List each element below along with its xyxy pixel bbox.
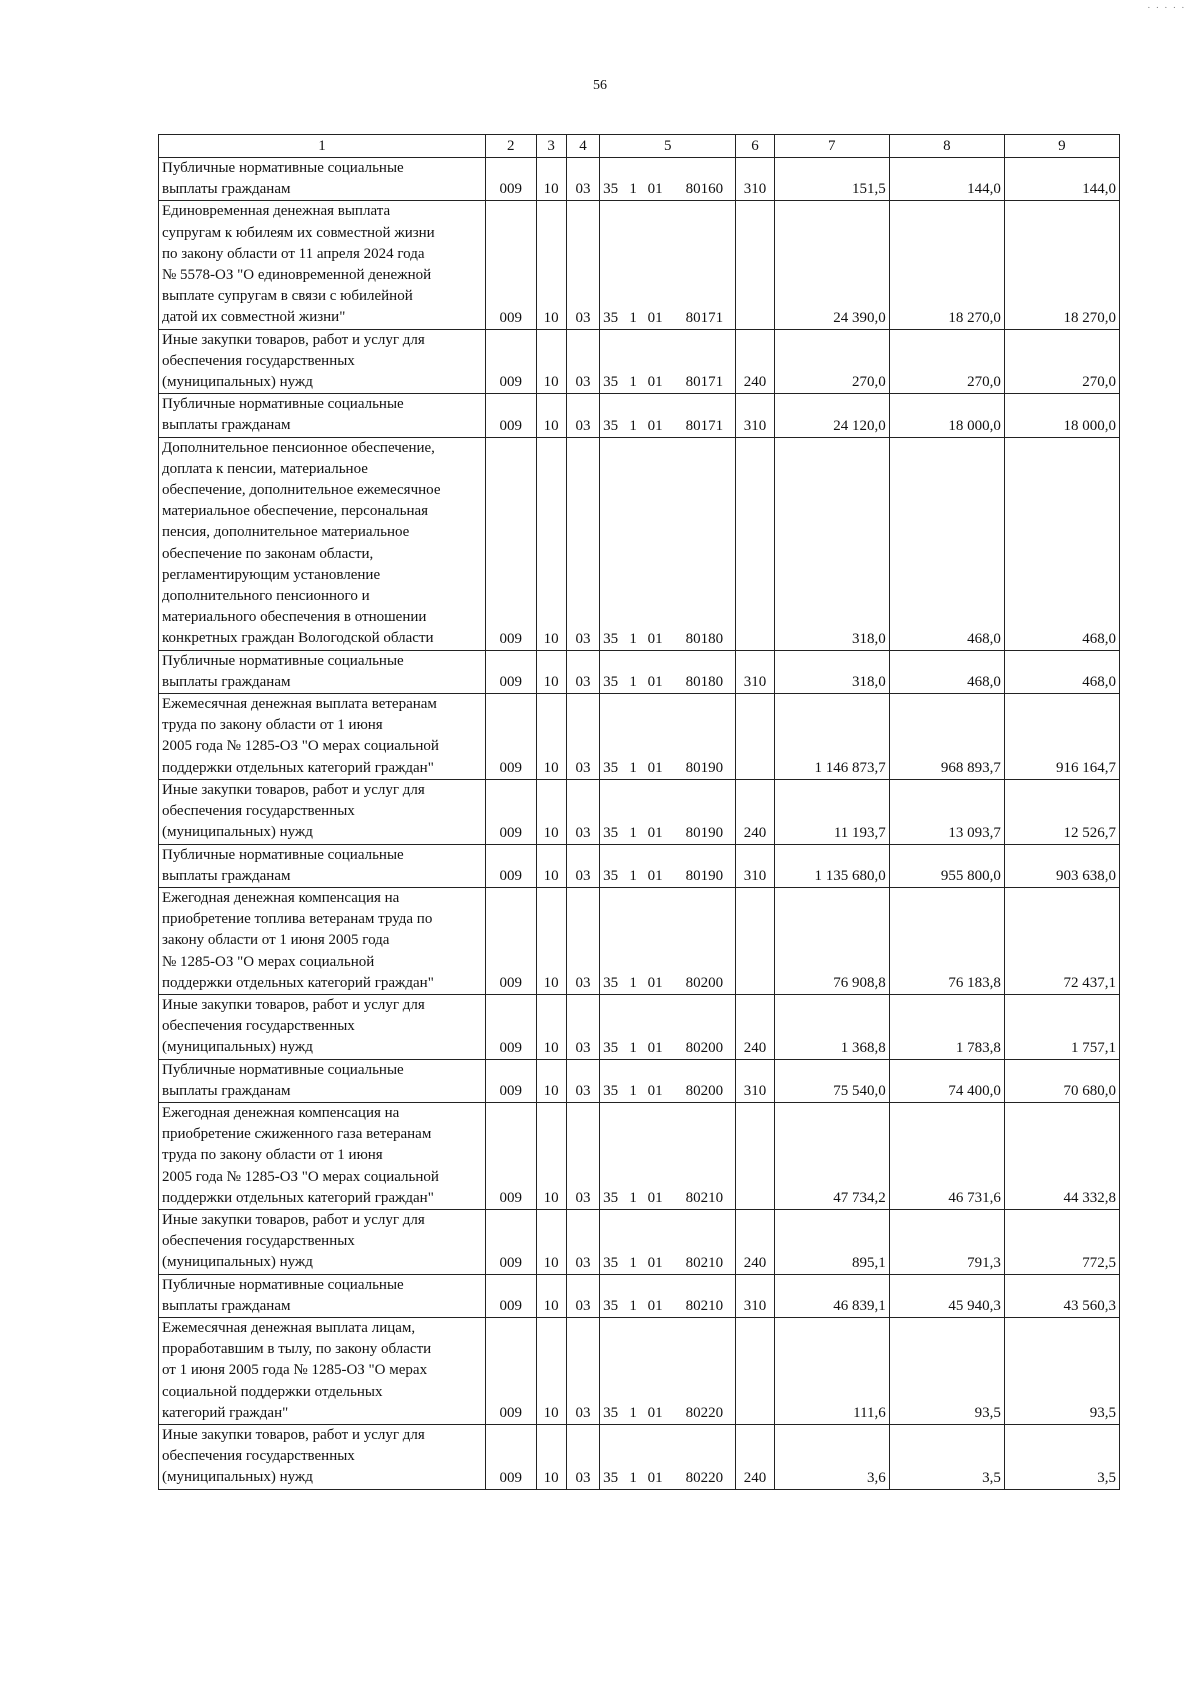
target-article-code	[600, 887, 736, 994]
subsection-code: 03	[566, 1274, 599, 1317]
row-name: Дополнительное пенсионное обеспечение, доплата к пенсии, материальное обеспечение, дополнительное ежемесячное материальное обеспечение, персональная пенсия, дополнительное материальное обеспечение по законам области, регламентирующим установление дополнительного пенсионного и материального обеспечения в отношении конкретных граждан Вологодской области	[159, 437, 486, 650]
table-row	[159, 779, 1120, 844]
target-article-part: 1	[629, 674, 637, 691]
target-article-part: 1	[629, 867, 637, 884]
target-article-code	[600, 694, 736, 780]
target-article-part: 80190	[685, 759, 724, 776]
expense-type-code: 240	[736, 779, 774, 844]
amount-col-7: 3,6	[774, 1424, 889, 1489]
amount-col-7: 1 368,8	[774, 994, 889, 1059]
target-article-code	[600, 1102, 736, 1209]
table-row	[159, 1102, 1120, 1209]
amount-col-9: 12 526,7	[1004, 779, 1119, 844]
table-row	[159, 158, 1120, 201]
expense-type-code	[736, 887, 774, 994]
table-row	[159, 437, 1120, 650]
target-article-part: 01	[647, 974, 663, 991]
target-article-part: 80200	[685, 1039, 724, 1056]
table-row	[159, 694, 1120, 780]
table-row	[159, 844, 1120, 887]
target-article-part: 80171	[685, 309, 724, 326]
section-code: 10	[536, 1317, 566, 1424]
expense-type-code	[736, 437, 774, 650]
table-row	[159, 887, 1120, 994]
target-article-part: 1	[629, 1469, 637, 1486]
target-article-part: 01	[647, 1039, 663, 1056]
ministry-code: 009	[486, 650, 536, 693]
page-number: 56	[593, 78, 607, 93]
expense-type-code: 310	[736, 158, 774, 201]
target-article-part: 80210	[685, 1254, 724, 1271]
target-article-code	[600, 158, 736, 201]
target-article-part: 35	[603, 1297, 619, 1314]
amount-col-8: 270,0	[889, 329, 1004, 394]
subsection-code: 03	[566, 1209, 599, 1274]
section-code: 10	[536, 650, 566, 693]
target-article-part: 01	[647, 674, 663, 691]
target-article-part: 80210	[685, 1297, 724, 1314]
header-cell-7: 7	[774, 135, 889, 158]
target-article-code	[600, 650, 736, 693]
subsection-code: 03	[566, 437, 599, 650]
expense-type-code	[736, 1102, 774, 1209]
target-article-part: 35	[603, 674, 619, 691]
row-name: Иные закупки товаров, работ и услуг для обеспечения государственных (муниципальных) нужд	[159, 1209, 486, 1274]
target-article-part: 1	[629, 417, 637, 434]
section-code: 10	[536, 779, 566, 844]
section-code: 10	[536, 1209, 566, 1274]
target-article-code	[600, 1424, 736, 1489]
target-article-part: 01	[647, 309, 663, 326]
target-article-part: 01	[647, 1189, 663, 1206]
subsection-code: 03	[566, 844, 599, 887]
amount-col-7: 24 390,0	[774, 201, 889, 329]
header-cell-5: 5	[600, 135, 736, 158]
target-article-code	[600, 1317, 736, 1424]
row-name: Единовременная денежная выплата супругам к юбилеям их совместной жизни по закону области от 11 апреля 2024 года № 5578-ОЗ "О единовременной денежной выплате супругам в связи с юбилейной датой их совместной жизни"	[159, 201, 486, 329]
amount-col-9: 44 332,8	[1004, 1102, 1119, 1209]
section-code: 10	[536, 1102, 566, 1209]
section-code: 10	[536, 994, 566, 1059]
target-article-code	[600, 844, 736, 887]
target-article-part: 01	[647, 630, 663, 647]
ministry-code: 009	[486, 994, 536, 1059]
amount-col-7: 24 120,0	[774, 394, 889, 437]
target-article-part: 01	[647, 181, 663, 198]
expense-type-code: 310	[736, 1059, 774, 1102]
section-code: 10	[536, 694, 566, 780]
expense-type-code	[736, 201, 774, 329]
subsection-code: 03	[566, 1317, 599, 1424]
section-code: 10	[536, 1424, 566, 1489]
amount-col-7: 270,0	[774, 329, 889, 394]
target-article-part: 1	[629, 1297, 637, 1314]
amount-col-9: 43 560,3	[1004, 1274, 1119, 1317]
target-article-part: 35	[603, 1189, 619, 1206]
target-article-part: 1	[629, 1254, 637, 1271]
amount-col-8: 3,5	[889, 1424, 1004, 1489]
amount-col-7: 1 146 873,7	[774, 694, 889, 780]
table-body	[159, 158, 1120, 1490]
target-article-part: 80210	[685, 1189, 724, 1206]
target-article-part: 80200	[685, 1082, 724, 1099]
section-code: 10	[536, 1059, 566, 1102]
subsection-code: 03	[566, 394, 599, 437]
ministry-code: 009	[486, 887, 536, 994]
expense-type-code: 310	[736, 394, 774, 437]
expense-type-code: 240	[736, 1424, 774, 1489]
row-name: Иные закупки товаров, работ и услуг для обеспечения государственных (муниципальных) нужд	[159, 329, 486, 394]
target-article-part: 35	[603, 309, 619, 326]
target-article-part: 80171	[685, 374, 724, 391]
ministry-code: 009	[486, 1274, 536, 1317]
ministry-code: 009	[486, 1317, 536, 1424]
target-article-part: 01	[647, 1469, 663, 1486]
expense-type-code: 310	[736, 1274, 774, 1317]
target-article-part: 80160	[685, 181, 724, 198]
amount-col-9: 144,0	[1004, 158, 1119, 201]
subsection-code: 03	[566, 1424, 599, 1489]
amount-col-9: 70 680,0	[1004, 1059, 1119, 1102]
table-row	[159, 650, 1120, 693]
target-article-part: 35	[603, 374, 619, 391]
amount-col-8: 144,0	[889, 158, 1004, 201]
header-cell-6: 6	[736, 135, 774, 158]
target-article-code	[600, 329, 736, 394]
subsection-code: 03	[566, 1102, 599, 1209]
target-article-part: 01	[647, 867, 663, 884]
target-article-part: 1	[629, 1039, 637, 1056]
ministry-code: 009	[486, 1424, 536, 1489]
row-name: Публичные нормативные социальные выплаты гражданам	[159, 1274, 486, 1317]
target-article-part: 80190	[685, 824, 724, 841]
target-article-part: 1	[629, 630, 637, 647]
target-article-part: 35	[603, 1254, 619, 1271]
amount-col-8: 76 183,8	[889, 887, 1004, 994]
amount-col-7: 1 135 680,0	[774, 844, 889, 887]
amount-col-7: 151,5	[774, 158, 889, 201]
section-code: 10	[536, 201, 566, 329]
target-article-part: 80220	[685, 1469, 724, 1486]
subsection-code: 03	[566, 650, 599, 693]
ministry-code: 009	[486, 158, 536, 201]
amount-col-7: 76 908,8	[774, 887, 889, 994]
subsection-code: 03	[566, 158, 599, 201]
target-article-code	[600, 437, 736, 650]
subsection-code: 03	[566, 201, 599, 329]
target-article-part: 1	[629, 1189, 637, 1206]
amount-col-7: 46 839,1	[774, 1274, 889, 1317]
amount-col-7: 111,6	[774, 1317, 889, 1424]
subsection-code: 03	[566, 1059, 599, 1102]
target-article-part: 1	[629, 309, 637, 326]
ministry-code: 009	[486, 201, 536, 329]
target-article-part: 01	[647, 1254, 663, 1271]
target-article-part: 01	[647, 1297, 663, 1314]
ministry-code: 009	[486, 844, 536, 887]
target-article-part: 1	[629, 1404, 637, 1421]
target-article-part: 35	[603, 824, 619, 841]
section-code: 10	[536, 844, 566, 887]
amount-col-8: 468,0	[889, 437, 1004, 650]
amount-col-7: 47 734,2	[774, 1102, 889, 1209]
target-article-part: 01	[647, 1082, 663, 1099]
amount-col-9: 18 000,0	[1004, 394, 1119, 437]
row-name: Иные закупки товаров, работ и услуг для обеспечения государственных (муниципальных) нужд	[159, 1424, 486, 1489]
amount-col-8: 791,3	[889, 1209, 1004, 1274]
section-code: 10	[536, 437, 566, 650]
amount-col-8: 13 093,7	[889, 779, 1004, 844]
target-article-part: 35	[603, 417, 619, 434]
target-article-part: 01	[647, 417, 663, 434]
target-article-code	[600, 1209, 736, 1274]
header-cell-1: 1	[159, 135, 486, 158]
target-article-code	[600, 779, 736, 844]
target-article-code	[600, 201, 736, 329]
target-article-code	[600, 1274, 736, 1317]
expense-type-code: 310	[736, 650, 774, 693]
amount-col-8: 46 731,6	[889, 1102, 1004, 1209]
section-code: 10	[536, 394, 566, 437]
target-article-part: 80220	[685, 1404, 724, 1421]
table-row	[159, 1424, 1120, 1489]
amount-col-9: 772,5	[1004, 1209, 1119, 1274]
target-article-part: 80180	[685, 674, 724, 691]
ministry-code: 009	[486, 1102, 536, 1209]
row-name: Публичные нормативные социальные выплаты гражданам	[159, 1059, 486, 1102]
amount-col-8: 968 893,7	[889, 694, 1004, 780]
amount-col-8: 468,0	[889, 650, 1004, 693]
ministry-code: 009	[486, 329, 536, 394]
ministry-code: 009	[486, 394, 536, 437]
target-article-code	[600, 394, 736, 437]
subsection-code: 03	[566, 694, 599, 780]
budget-table	[158, 134, 1120, 1490]
amount-col-9: 93,5	[1004, 1317, 1119, 1424]
amount-col-8: 45 940,3	[889, 1274, 1004, 1317]
amount-col-9: 903 638,0	[1004, 844, 1119, 887]
row-name: Ежемесячная денежная выплата лицам, проработавшим в тылу, по закону области от 1 июня 2005 года № 1285-ОЗ "О мерах социальной поддержки отдельных категорий граждан"	[159, 1317, 486, 1424]
expense-type-code: 240	[736, 994, 774, 1059]
table-row	[159, 1274, 1120, 1317]
amount-col-7: 318,0	[774, 650, 889, 693]
target-article-part: 35	[603, 867, 619, 884]
target-article-part: 1	[629, 974, 637, 991]
amount-col-8: 74 400,0	[889, 1059, 1004, 1102]
target-article-part: 35	[603, 181, 619, 198]
amount-col-9: 3,5	[1004, 1424, 1119, 1489]
section-code: 10	[536, 1274, 566, 1317]
target-article-part: 01	[647, 759, 663, 776]
expense-type-code	[736, 694, 774, 780]
target-article-part: 35	[603, 1039, 619, 1056]
amount-col-9: 468,0	[1004, 437, 1119, 650]
amount-col-9: 18 270,0	[1004, 201, 1119, 329]
amount-col-8: 18 000,0	[889, 394, 1004, 437]
row-name: Ежегодная денежная компенсация на приобретение сжиженного газа ветеранам труда по закону области от 1 июня 2005 года № 1285-ОЗ "О мерах социальной поддержки отдельных категорий граждан"	[159, 1102, 486, 1209]
ministry-code: 009	[486, 694, 536, 780]
target-article-part: 35	[603, 1469, 619, 1486]
scan-mark: . . . . .	[1147, 0, 1186, 10]
subsection-code: 03	[566, 994, 599, 1059]
section-code: 10	[536, 887, 566, 994]
row-name: Ежегодная денежная компенсация на приобретение топлива ветеранам труда по закону области от 1 июня 2005 года № 1285-ОЗ "О мерах социальной поддержки отдельных категорий граждан"	[159, 887, 486, 994]
target-article-part: 01	[647, 824, 663, 841]
amount-col-7: 11 193,7	[774, 779, 889, 844]
table-row	[159, 394, 1120, 437]
target-article-part: 80190	[685, 867, 724, 884]
target-article-part: 35	[603, 630, 619, 647]
row-name: Иные закупки товаров, работ и услуг для обеспечения государственных (муниципальных) нужд	[159, 779, 486, 844]
amount-col-9: 72 437,1	[1004, 887, 1119, 994]
section-code: 10	[536, 158, 566, 201]
amount-col-9: 270,0	[1004, 329, 1119, 394]
row-name: Ежемесячная денежная выплата ветеранам труда по закону области от 1 июня 2005 года № 1285-ОЗ "О мерах социальной поддержки отдельных категорий граждан"	[159, 694, 486, 780]
header-cell-9: 9	[1004, 135, 1119, 158]
target-article-part: 1	[629, 824, 637, 841]
target-article-part: 1	[629, 1082, 637, 1099]
subsection-code: 03	[566, 329, 599, 394]
target-article-part: 01	[647, 1404, 663, 1421]
amount-col-8: 18 270,0	[889, 201, 1004, 329]
amount-col-9: 916 164,7	[1004, 694, 1119, 780]
table-row	[159, 201, 1120, 329]
ministry-code: 009	[486, 1209, 536, 1274]
row-name: Публичные нормативные социальные выплаты гражданам	[159, 394, 486, 437]
target-article-part: 80200	[685, 974, 724, 991]
amount-col-9: 1 757,1	[1004, 994, 1119, 1059]
table-row	[159, 1317, 1120, 1424]
target-article-part: 1	[629, 759, 637, 776]
header-cell-8: 8	[889, 135, 1004, 158]
amount-col-8: 955 800,0	[889, 844, 1004, 887]
amount-col-8: 93,5	[889, 1317, 1004, 1424]
subsection-code: 03	[566, 887, 599, 994]
expense-type-code: 240	[736, 1209, 774, 1274]
row-name: Публичные нормативные социальные выплаты гражданам	[159, 844, 486, 887]
target-article-part: 01	[647, 374, 663, 391]
row-name: Публичные нормативные социальные выплаты гражданам	[159, 158, 486, 201]
table-row	[159, 1209, 1120, 1274]
table-row	[159, 329, 1120, 394]
target-article-part: 1	[629, 181, 637, 198]
target-article-part: 35	[603, 974, 619, 991]
expense-type-code: 310	[736, 844, 774, 887]
section-code: 10	[536, 329, 566, 394]
expense-type-code: 240	[736, 329, 774, 394]
target-article-part: 80171	[685, 417, 724, 434]
amount-col-7: 318,0	[774, 437, 889, 650]
table-row	[159, 1059, 1120, 1102]
target-article-part: 35	[603, 1404, 619, 1421]
amount-col-9: 468,0	[1004, 650, 1119, 693]
target-article-code	[600, 1059, 736, 1102]
target-article-part: 1	[629, 374, 637, 391]
amount-col-7: 895,1	[774, 1209, 889, 1274]
target-article-part: 35	[603, 1082, 619, 1099]
header-cell-3: 3	[536, 135, 566, 158]
target-article-part: 80180	[685, 630, 724, 647]
target-article-code	[600, 994, 736, 1059]
subsection-code: 03	[566, 779, 599, 844]
table-row	[159, 994, 1120, 1059]
header-cell-4: 4	[566, 135, 599, 158]
expense-type-code	[736, 1317, 774, 1424]
amount-col-7: 75 540,0	[774, 1059, 889, 1102]
ministry-code: 009	[486, 437, 536, 650]
amount-col-8: 1 783,8	[889, 994, 1004, 1059]
header-row	[159, 135, 1120, 158]
header-cell-2: 2	[486, 135, 536, 158]
row-name: Публичные нормативные социальные выплаты гражданам	[159, 650, 486, 693]
ministry-code: 009	[486, 1059, 536, 1102]
ministry-code: 009	[486, 779, 536, 844]
row-name: Иные закупки товаров, работ и услуг для обеспечения государственных (муниципальных) нужд	[159, 994, 486, 1059]
target-article-part: 35	[603, 759, 619, 776]
